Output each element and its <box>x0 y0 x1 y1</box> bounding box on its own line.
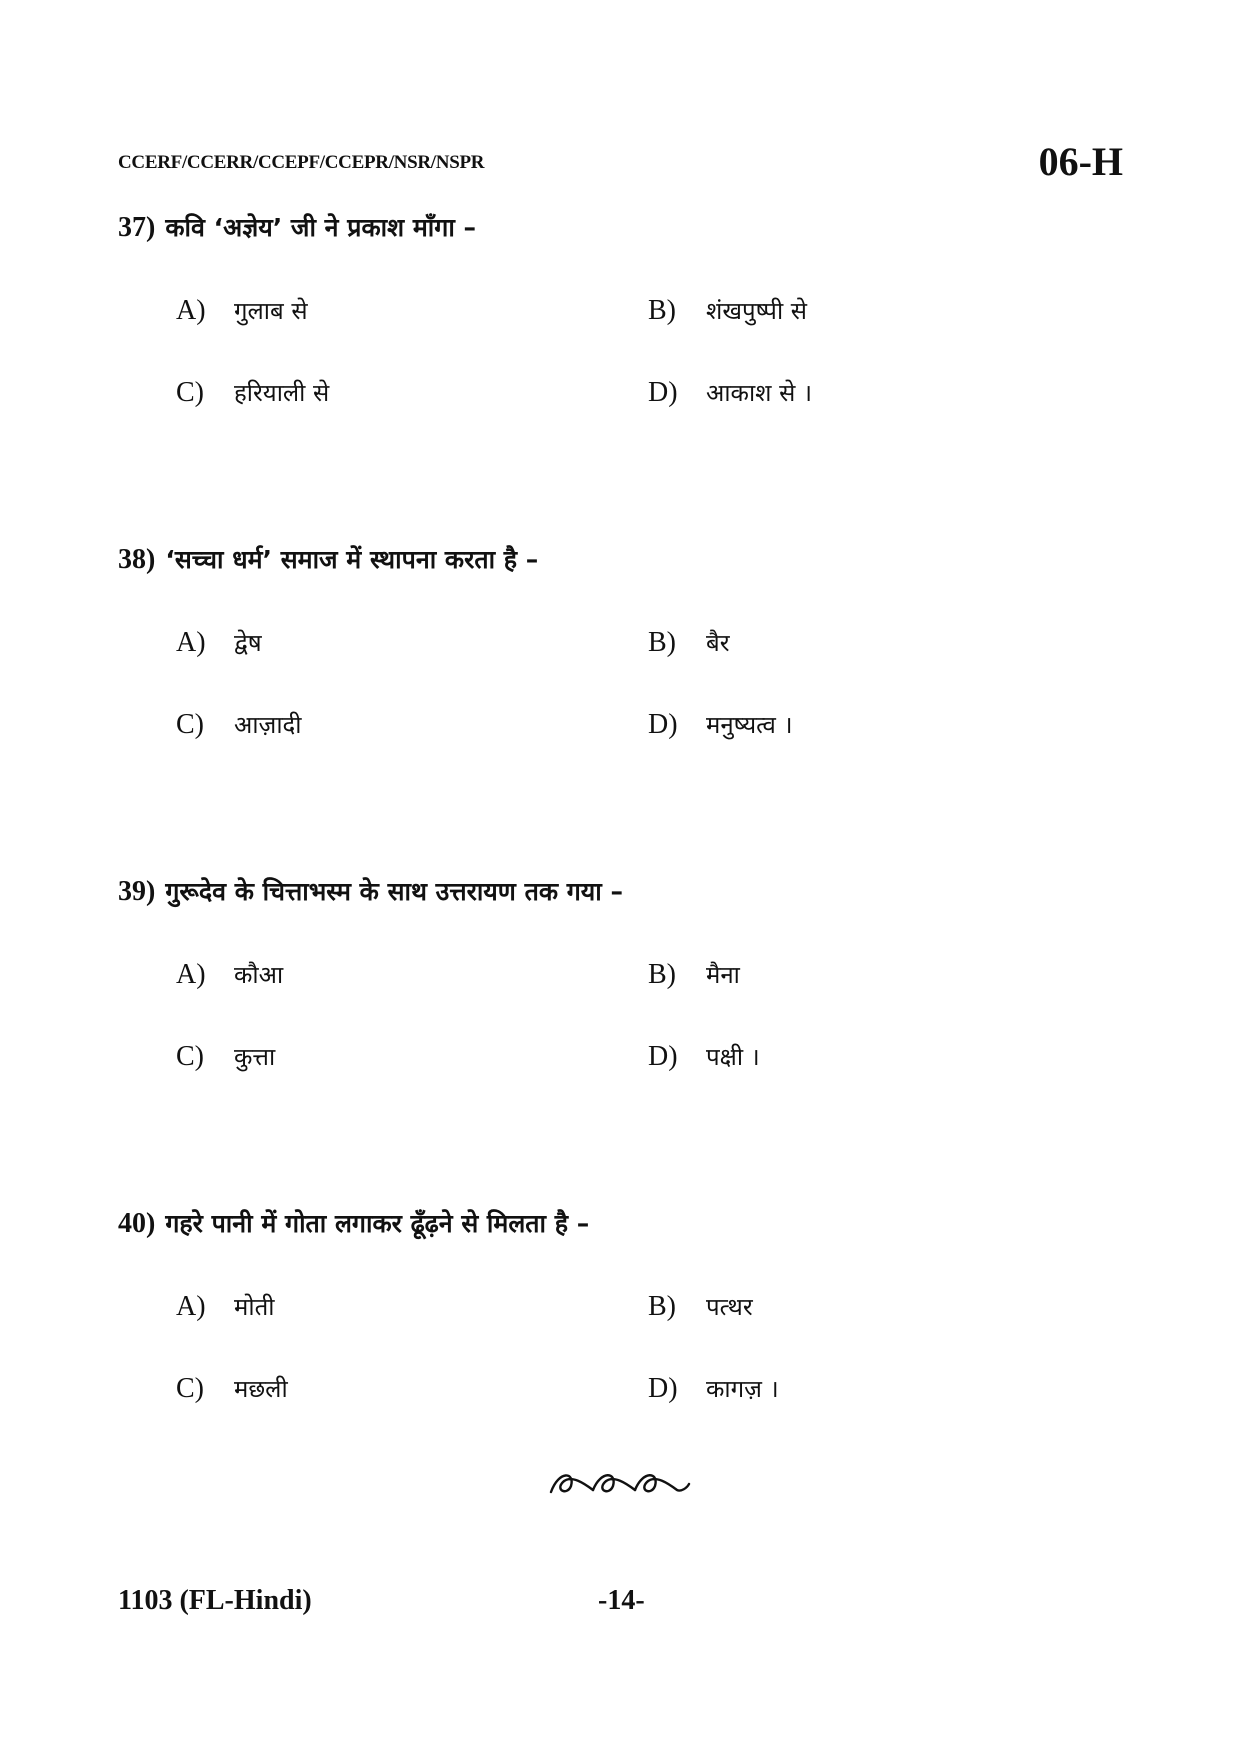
option-b <box>648 293 807 329</box>
option-b <box>648 625 730 661</box>
option-d <box>648 707 793 743</box>
option-letter: C) <box>176 377 204 408</box>
option-text: मनुष्यत्व । <box>706 711 793 739</box>
option-text: मोती <box>234 1293 275 1321</box>
option-text: आकाश से । <box>706 379 813 407</box>
question-text: कवि ‘अज्ञेय’ जी ने प्रकाश माँगा – <box>165 213 477 242</box>
option-letter: D) <box>648 377 678 408</box>
question-37 <box>118 210 1128 408</box>
option-letter: A) <box>176 959 206 990</box>
question-38 <box>118 542 1128 740</box>
option-letter: D) <box>648 1041 678 1072</box>
option-text: पक्षी । <box>706 1043 760 1071</box>
question-number: 40) <box>118 1208 156 1239</box>
option-b <box>648 957 740 993</box>
question-number: 38) <box>118 544 156 575</box>
question-text: गहरे पानी में गोता लगाकर ढूँढ़ने से मिलता है – <box>165 1209 590 1238</box>
option-text: हरियाली से <box>234 379 330 407</box>
option-letter: D) <box>648 709 678 740</box>
option-text: गुलाब से <box>234 297 308 325</box>
option-c <box>176 1371 288 1407</box>
option-letter: A) <box>176 295 206 326</box>
option-a <box>176 1289 274 1325</box>
option-text: कागज़ । <box>706 1375 779 1403</box>
question-number: 37) <box>118 212 156 243</box>
option-a <box>176 293 308 329</box>
question-39 <box>118 874 1128 1072</box>
option-letter: A) <box>176 1291 206 1322</box>
footer-paper-code: 1103 (FL-Hindi) <box>118 1585 312 1616</box>
option-letter: B) <box>648 295 676 326</box>
option-text: कौआ <box>234 961 284 989</box>
option-c <box>176 1039 275 1075</box>
option-d <box>648 1039 760 1075</box>
option-b <box>648 1289 753 1325</box>
option-letter: B) <box>648 1291 676 1322</box>
question-number: 39) <box>118 876 156 907</box>
question-text: गुरूदेव के चित्ताभस्म के साथ उत्तरायण तक गया – <box>165 877 623 906</box>
option-c <box>176 375 329 411</box>
question-stem <box>118 210 1128 246</box>
question-stem <box>118 874 1128 910</box>
option-text: मछली <box>234 1375 288 1403</box>
page-number: -14- <box>598 1585 645 1616</box>
question-40 <box>118 1206 1128 1404</box>
flourish-ornament-icon <box>545 1462 695 1506</box>
question-stem <box>118 542 1128 578</box>
option-letter: B) <box>648 627 676 658</box>
option-letter: C) <box>176 1041 204 1072</box>
option-c <box>176 707 302 743</box>
option-a <box>176 625 262 661</box>
option-text: द्वेष <box>234 629 262 657</box>
option-text: बैर <box>706 629 730 657</box>
question-text: ‘सच्चा धर्म’ समाज में स्थापना करता है – <box>165 545 539 574</box>
option-text: मैना <box>706 961 740 989</box>
option-letter: A) <box>176 627 206 658</box>
option-letter: C) <box>176 709 204 740</box>
option-d <box>648 375 812 411</box>
option-text: कुत्ता <box>234 1043 276 1071</box>
option-text: पत्थर <box>706 1293 753 1321</box>
option-letter: B) <box>648 959 676 990</box>
option-a <box>176 957 283 993</box>
option-d <box>648 1371 779 1407</box>
option-text: शंखपुष्पी से <box>706 297 808 325</box>
option-letter: D) <box>648 1373 678 1404</box>
option-letter: C) <box>176 1373 204 1404</box>
paper-set: 06-H <box>1038 139 1123 184</box>
option-text: आज़ादी <box>234 711 302 739</box>
question-stem <box>118 1206 1128 1242</box>
paper-code: CCERF/CCERR/CCEPF/CCEPR/NSR/NSPR <box>118 152 485 173</box>
